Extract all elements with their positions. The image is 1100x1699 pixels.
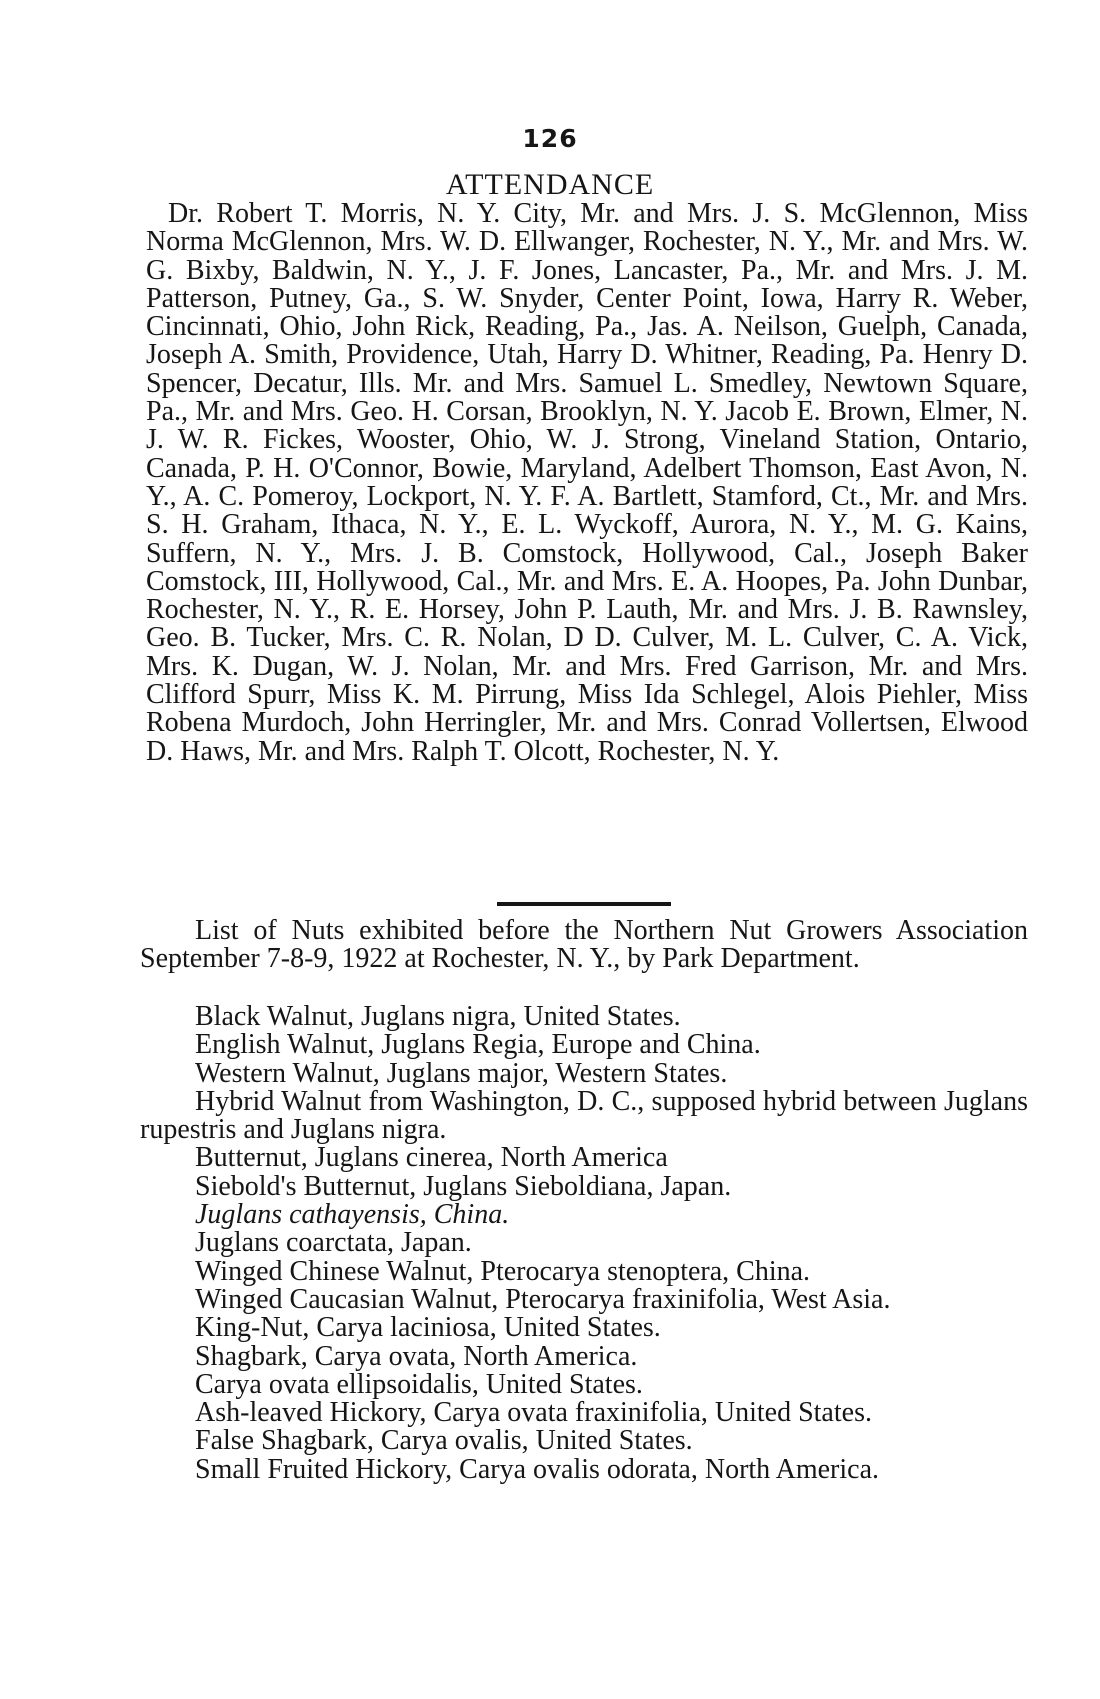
attendance-heading: ATTENDANCE (445, 168, 655, 201)
nut-item: Hybrid Walnut from Washington, D. C., supposed hybrid between Juglans rupestris and Juglans nigra. (140, 1085, 1028, 1146)
nut-item: Butternut, Juglans cinerea, North America (195, 1142, 668, 1174)
nut-item: False Shagbark, Carya ovalis, United States. (195, 1425, 693, 1457)
nut-item: Black Walnut, Juglans nigra, United States. (195, 1001, 681, 1032)
nut-item: Winged Caucasian Walnut, Pterocarya fraxinifolia, West Asia. (195, 1283, 891, 1315)
nut-item: Small Fruited Hickory, Carya ovalis odorata, North America. (195, 1453, 880, 1485)
nuts-list (140, 1003, 1028, 1484)
nut-item: Siebold's Butternut, Juglans Sieboldiana, Japan. (195, 1170, 732, 1202)
page-number: 126 (522, 124, 578, 153)
nut-item: Carya ovata ellipsoidalis, United States. (195, 1368, 643, 1400)
nut-item: English Walnut, Juglans Regia, Europe and China. (195, 1029, 761, 1061)
nut-item: Winged Chinese Walnut, Pterocarya stenoptera, China. (195, 1255, 811, 1287)
nut-item: Western Walnut, Juglans major, Western States. (195, 1057, 728, 1089)
nut-item: Juglans cathayensis, China. (195, 1199, 510, 1231)
nut-item: Shagbark, Carya ovata, North America. (195, 1340, 638, 1372)
attendance-paragraph: Dr. Robert T. Morris, N. Y. City, Mr. and Mrs. J. S. McGlennon, Miss Norma McGlennon, Mrs. W. D. Ellwanger, Rochester, N. Y., Mr. and Mrs. W. G. Bixby, Baldwin, N. Y., J. F. Jones, Lancaster, Pa., Mr. and Mrs. J. M. Patterson, Putney, Ga., S. W. Snyder, Center Point, Iowa, Harry R. Weber, Cincinnati, Ohio, John Rick, Reading, Pa., Jas. A. Neilson, Guelph, Canada, Joseph A. Smith, Providence, Utah, Harry D. Whitner, Reading, Pa. Henry D. Spencer, Decatur, Ills. Mr. and Mrs. Samuel L. Smedley, Newtown Square, Pa., Mr. and Mrs. Geo. H. Corsan, Brooklyn, N. Y. Jacob E. Brown, Elmer, N. J. W. R. Fickes, Wooster, Ohio, W. J. Strong, Vineland Station, Ontario, Canada, P. H. O'Connor, Bowie, Maryland, Adelbert Thomson, East Avon, N. Y., A. C. Pomeroy, Lockport, N. Y. F. A. Bartlett, Stamford, Ct., Mr. and Mrs. S. H. Graham, Ithaca, N. Y., E. L. Wyckoff, Aurora, N. Y., M. G. Kains, Suffern, N. Y., Mrs. J. B. Comstock, Hollywood, Cal., Joseph Baker Comstock, III, Hollywood, Cal., Mr. and Mrs. E. A. Hoopes, Pa. John Dunbar, Rochester, N. Y., R. E. Horsey, John P. Lauth, Mr. and Mrs. J. B. Rawnsley, Geo. B. Tucker, Mrs. C. R. Nolan, D D. Culver, M. L. Culver, C. A. Vick, Mrs. K. Dugan, W. J. Nolan, Mr. and Mrs. Fred Garrison, Mr. and Mrs. Clifford Spurr, Miss K. M. Pirrung, Miss Ida Schlegel, Alois Piehler, Miss Robena Murdoch, John Herringler, Mr. and Mrs. Conrad Vollertsen, Elwood D. Haws, Mr. and Mrs. Ralph T. Olcott, Rochester, N. Y. (146, 198, 1028, 767)
nut-item: Ash-leaved Hickory, Carya ovata fraxinifolia, United States. (195, 1397, 872, 1429)
nut-item: Juglans coarctata, Japan. (195, 1227, 472, 1259)
section-divider (497, 902, 671, 906)
nuts-intro-paragraph: List of Nuts exhibited before the Northern Nut Growers Association September 7-8-9, 1922 at Rochester, N. Y., by Park Department. (140, 915, 1028, 975)
nut-item: King-Nut, Carya laciniosa, United States. (195, 1312, 661, 1344)
